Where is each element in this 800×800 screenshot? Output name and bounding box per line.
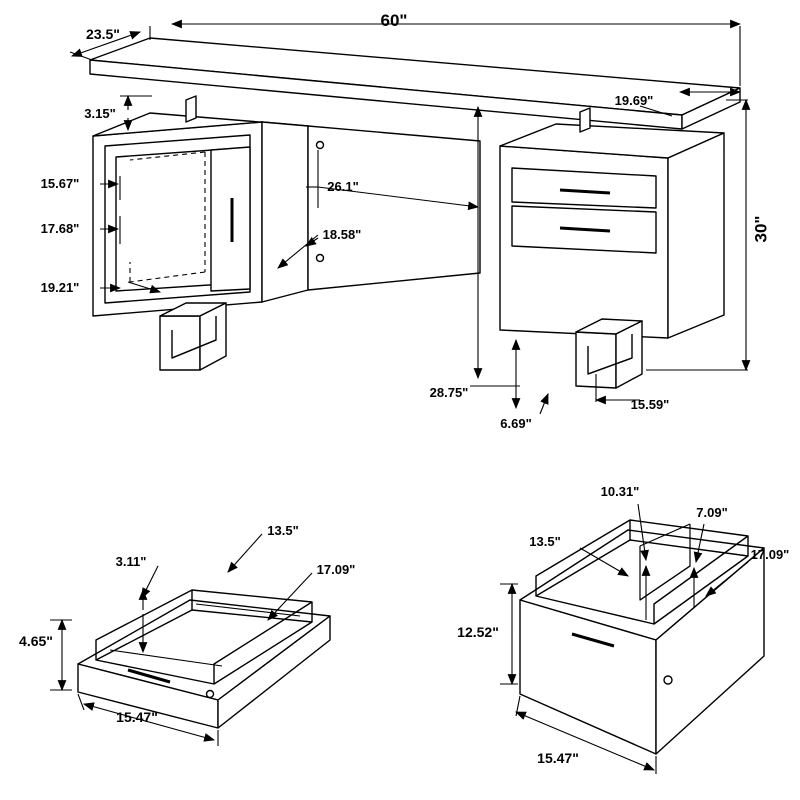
- label-shallow-drawer-inner-depth: 17.09": [316, 562, 356, 577]
- label-deep-drawer-divider-height: 10.31": [600, 484, 640, 499]
- label-desk-width: 60": [380, 11, 408, 30]
- label-cabinet-opening-height-upper: 15.67": [40, 176, 80, 191]
- label-shallow-drawer-front-height: 4.65": [19, 633, 53, 649]
- label-clearance-height: 28.75": [429, 385, 469, 400]
- label-shallow-drawer-inner-width: 13.5": [267, 523, 299, 538]
- label-top-thickness: 3.15": [84, 106, 116, 121]
- label-cabinet-base-depth: 19.21": [40, 280, 80, 295]
- label-shallow-drawer-front-width: 15.47": [116, 709, 158, 725]
- label-panel-height: 18.58": [322, 227, 362, 242]
- label-deep-drawer-inner-width: 13.5": [529, 534, 561, 549]
- label-top-overhang-right: 19.69": [614, 93, 654, 108]
- shallow-drawer-geometry: [78, 590, 330, 728]
- label-desk-depth: 23.5": [86, 26, 120, 42]
- label-shallow-drawer-inner-height: 3.11": [115, 554, 147, 569]
- deep-drawer-geometry: [520, 520, 764, 754]
- desk-geometry: [90, 38, 740, 388]
- label-deep-drawer-partition-width: 7.09": [696, 505, 728, 520]
- label-cabinet-opening-height-lower: 17.68": [40, 221, 80, 236]
- label-foot-height: 6.69": [500, 416, 532, 431]
- label-deep-drawer-front-height: 12.52": [457, 624, 499, 640]
- label-foot-depth: 15.59": [630, 397, 670, 412]
- label-desk-height: 30": [751, 215, 771, 243]
- label-deep-drawer-inner-depth: 17.09": [750, 547, 790, 562]
- label-deep-drawer-front-width: 15.47": [537, 750, 579, 766]
- label-knee-space-width: 26.1": [327, 179, 359, 194]
